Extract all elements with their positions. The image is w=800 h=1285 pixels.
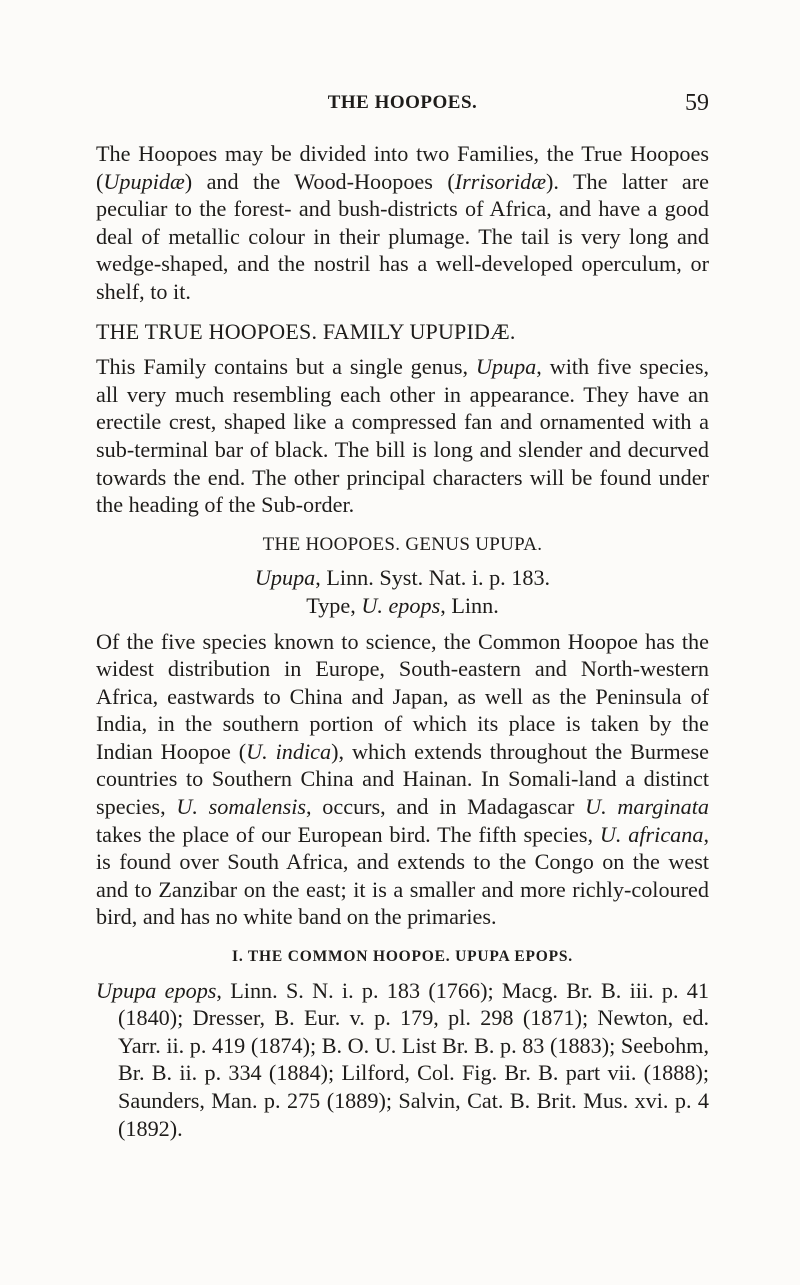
genus-reference	[96, 564, 709, 592]
family-text-2: , with five species, all very much resembling each other in appearance. They have an erectile crest, shaped like a compressed fan and ornamented with a sub-terminal bar of black. The bill is long and slender and decurved towards the end. The other principal characters will be found under the heading of the Sub-order.	[96, 354, 710, 518]
genus-ref-text: , Linn. Syst. Nat. i. p. 183.	[315, 565, 551, 591]
family-text-1: This Family contains but a single genus,	[96, 354, 476, 380]
species-ref-name: Upupa epops	[96, 977, 217, 1003]
species-heading: I. THE COMMON HOOPOE. UPUPA EPOPS.	[232, 948, 573, 966]
running-header	[96, 92, 709, 122]
species-marginata: U. marginata	[585, 794, 709, 820]
species-ref-text: , Linn. S. N. i. p. 183 (1766); Macg. Br. B. iii. p. 41 (1840); Dresser, B. Eur. v. p. 179, pl. 298 (1871); Newton, ed. Yarr. ii. p. 419 (1874); B. O. U. List Br. B. p. 83 (1883); Seebohm, Br. B. ii. p. 334 (1884); Lilford, Col. Fig. Br. B. part vii. (1888); Saunders, Man. p. 275 (1889); Salvin, Cat. B. Brit. Mus. xvi. p. 4 (1892).	[118, 977, 709, 1141]
species-text-4: takes the place of our European bird. The fifth species,	[96, 821, 600, 847]
intro-text-3: ). The latter are peculiar to the forest- and bush-districts of Africa, and have a good deal of metallic colour in their plumage. The tail is very long and wedge-shaped, and the nostril has a well-developed operculum, or shelf, to it.	[96, 168, 709, 304]
species-indica: U. indica	[246, 738, 332, 764]
species-paragraph	[96, 628, 709, 932]
type-author: , Linn.	[440, 592, 499, 618]
body-text	[96, 140, 709, 1142]
intro-paragraph	[96, 140, 709, 306]
type-species: U. epops	[361, 592, 441, 618]
species-references	[96, 977, 709, 1143]
running-title: THE HOOPOES.	[327, 92, 478, 113]
genus-ref-name: Upupa	[254, 565, 316, 591]
intro-text-2: ) and the Wood-Hoopoes (	[184, 168, 455, 194]
page-number: 59	[685, 90, 709, 116]
genus-heading: THE HOOPOES. GENUS UPUPA.	[262, 533, 543, 555]
species-africana: U. africana	[599, 821, 704, 847]
species-text-1: Of the five species known to science, the Common Hoopoe has the widest distribution in Europe, South-eastern and North-western Africa, eastwards to China and Japan, as well as the Peninsula of India, in the southern portion of which its place is taken by the Indian Hoopoe (	[96, 628, 709, 764]
intro-text-1: The Hoopoes may be divided into two Families, the True Hoopoes (	[96, 141, 709, 194]
family-heading: THE TRUE HOOPOES. FAMILY UPUPIDÆ.	[96, 318, 516, 344]
species-text-2: ), which extends throughout the Burmese countries to Southern China and Hainan. In Somali-land a distinct species,	[96, 738, 709, 820]
family-name-irrisoridae: Irrisoridæ	[454, 168, 546, 194]
genus-type-line	[96, 592, 709, 620]
species-text-5: , is found over South Africa, and extends to the Congo on the west and to Zanzibar on the east; it is a smaller and more richly-coloured bird, and has no white band on the primaries.	[96, 821, 710, 930]
genus-name: Upupa	[475, 354, 537, 380]
species-text-3: , occurs, and in Madagascar	[306, 794, 586, 820]
family-paragraph	[96, 353, 709, 519]
family-name-upupidae: Upupidæ	[103, 168, 185, 194]
type-label: Type,	[306, 592, 362, 618]
species-somalensis: U. somalensis	[176, 794, 307, 820]
